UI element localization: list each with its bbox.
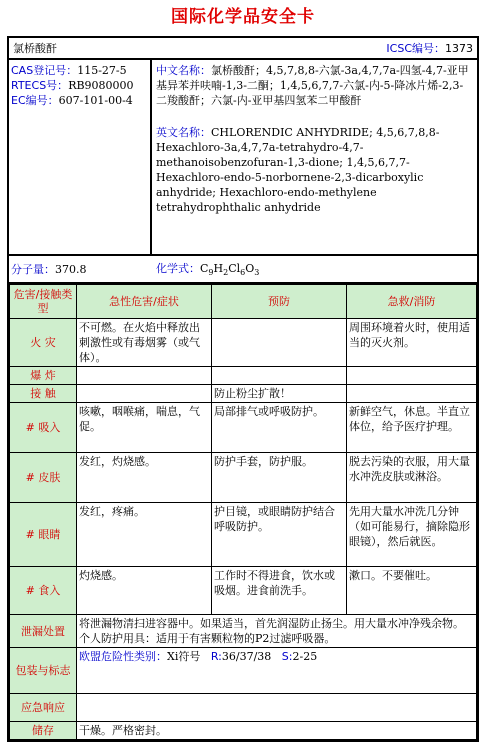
- formula-h: H: [213, 262, 224, 276]
- eu-class-label: 欧盟危险性类别：: [79, 650, 167, 663]
- cell-prevention: 护目镜，或眼睛防护结合呼吸防护。: [212, 503, 347, 567]
- row-label-ingestion: # 食入: [10, 567, 77, 615]
- eu-class-value: Xi符号: [167, 650, 201, 663]
- rtecs-label: RTECS号：: [11, 79, 69, 92]
- cas-number: [11, 63, 148, 78]
- row-label-inhalation: # 吸入: [10, 403, 77, 453]
- cell-symptoms: 灼烧感。: [77, 567, 212, 615]
- cell-first-aid: 周围环境着火时，使用适当的灭火剂。: [347, 319, 477, 367]
- safety-card: [7, 36, 479, 742]
- formula-cl: Cl: [228, 262, 241, 276]
- header-hazard-type: 危害/接触类型: [10, 285, 77, 319]
- english-name-label: 英文名称：: [156, 126, 211, 139]
- formula-o-count: 3: [254, 268, 260, 278]
- cell-first-aid: 漱口。不要催吐。: [347, 567, 477, 615]
- formula-c: C: [200, 262, 209, 276]
- icsc-label: ICSC编号：: [386, 42, 445, 55]
- row-label-fire: 火 灾: [10, 319, 77, 367]
- r-phrase-label: R:: [210, 650, 222, 663]
- cell-first-aid: 先用大量水冲洗几分钟（如可能易行，摘除隐形眼镜），然后就医。: [347, 503, 477, 567]
- table-row: [10, 319, 477, 367]
- s-phrase-value: 2-25: [292, 650, 318, 663]
- cell-first-aid: [347, 367, 477, 385]
- ec-value: 607-101-00-4: [58, 94, 133, 107]
- molecular-info: [9, 256, 477, 284]
- header-symptoms: 急性危害/症状: [77, 285, 212, 319]
- rtecs-number: [11, 78, 148, 93]
- chemical-name: 氯桥酸酐: [13, 42, 57, 55]
- chinese-name-label: 中文名称：: [156, 64, 211, 77]
- emergency-row: [10, 694, 477, 722]
- rtecs-value: RB9080000: [68, 79, 134, 92]
- chemical-formula: [152, 260, 477, 277]
- table-row: [10, 367, 477, 385]
- icsc-number: [386, 40, 473, 56]
- cell-prevention: 局部排气或呼吸防护。: [212, 403, 347, 453]
- identifier-block: [9, 60, 477, 256]
- row-label-storage: 储存: [10, 722, 77, 740]
- table-row: [10, 567, 477, 615]
- table-row: [10, 403, 477, 453]
- molecular-weight-value: 370.8: [55, 263, 87, 276]
- cell-prevention: [212, 367, 347, 385]
- packaging-row: [10, 648, 477, 694]
- row-label-explosion: 爆 炸: [10, 367, 77, 385]
- molecular-weight: [9, 261, 152, 277]
- cell-prevention: 防护手套，防护服。: [212, 453, 347, 503]
- storage-row: [10, 722, 477, 740]
- chemical-name-bar: [9, 38, 477, 60]
- cell-first-aid: 新鲜空气，休息。半直立体位，给予医疗护理。: [347, 403, 477, 453]
- table-row: [10, 453, 477, 503]
- cas-value: 115-27-5: [77, 64, 127, 77]
- r-phrase-value: 36/37/38: [221, 650, 272, 663]
- packaging-text: [77, 648, 477, 694]
- row-label-packaging: 包装与标志: [10, 648, 77, 694]
- hazard-table: [9, 284, 477, 740]
- english-name: [156, 125, 474, 215]
- formula-o: O: [245, 262, 255, 276]
- row-label-skin: # 皮肤: [10, 453, 77, 503]
- storage-text: 干燥。严格密封。: [77, 722, 477, 740]
- cell-symptoms: 不可燃。在火焰中释放出刺激性或有毒烟雾（或气体）。: [77, 319, 212, 367]
- cell-prevention: 防止粉尘扩散！: [212, 385, 347, 403]
- english-name-value: CHLORENDIC ANHYDRIDE; 4,5,6,7,8,8-Hexachloro-3a,4,7,7a-tetrahydro-4,7-methanoisobenzofuran-1,3-dione; 1,4,5,6,7,7-Hexachloro-endo-5-norbornene-2,3-dicarboxylic anhydride; Hexachloro-endo-methylene tetrahydrophthalic anhydride: [156, 126, 440, 214]
- cell-first-aid: [347, 385, 477, 403]
- ec-label: EC编号：: [11, 94, 59, 107]
- spill-row: [10, 615, 477, 648]
- spill-text: 将泄漏物清扫进容器中。如果适当，首先润湿防止扬尘。用大量水冲净残余物。个人防护用具：适用于有害颗粒物的P2过滤呼吸器。: [77, 615, 477, 648]
- header-first-aid: 急救/消防: [347, 285, 477, 319]
- cell-symptoms: [77, 385, 212, 403]
- hazard-table-header: [10, 285, 477, 319]
- cell-symptoms: 发红，疼痛。: [77, 503, 212, 567]
- emergency-text: [77, 694, 477, 722]
- cell-symptoms: 发红，灼烧感。: [77, 453, 212, 503]
- table-row: [10, 385, 477, 403]
- chinese-name: [156, 63, 474, 108]
- formula-h-count: 2: [223, 268, 229, 278]
- cell-first-aid: 脱去污染的衣服，用大量水冲洗皮肤或淋浴。: [347, 453, 477, 503]
- cell-symptoms: [77, 367, 212, 385]
- s-phrase-label: S:: [281, 650, 293, 663]
- cell-prevention: [212, 319, 347, 367]
- row-label-exposure: 接 触: [10, 385, 77, 403]
- row-label-spill: 泄漏处置: [10, 615, 77, 648]
- molecular-weight-label: 分子量：: [11, 263, 55, 276]
- formula-c-count: 9: [208, 268, 214, 278]
- header-prevention: 预防: [212, 285, 347, 319]
- formula-label: 化学式：: [156, 262, 200, 276]
- table-row: [10, 503, 477, 567]
- ec-number: [11, 93, 148, 108]
- cell-prevention: 工作时不得进食，饮水或吸烟。进食前洗手。: [212, 567, 347, 615]
- row-label-eyes: # 眼睛: [10, 503, 77, 567]
- chinese-name-value: 氯桥酸酐；4,5,7,8,8-六氯-3a,4,7,7a-四氢-4,7-亚甲基异苯并呋喃-1,3-二酮；1,4,5,6,7,7-六氯-内-5-降冰片烯-2,3-二羧酸酐；六氯-内-亚甲基四氢苯二甲酸酐: [156, 64, 469, 107]
- row-label-emergency: 应急响应: [10, 694, 77, 722]
- registry-numbers: [9, 60, 152, 254]
- cell-symptoms: 咳嗽，咽喉痛，喘息，气促。: [77, 403, 212, 453]
- formula-cl-count: 6: [240, 268, 246, 278]
- card-title: 国际化学品安全卡: [171, 7, 315, 27]
- icsc-value: 1373: [445, 42, 473, 55]
- chemical-names: [152, 60, 477, 254]
- cas-label: CAS登记号：: [11, 64, 78, 77]
